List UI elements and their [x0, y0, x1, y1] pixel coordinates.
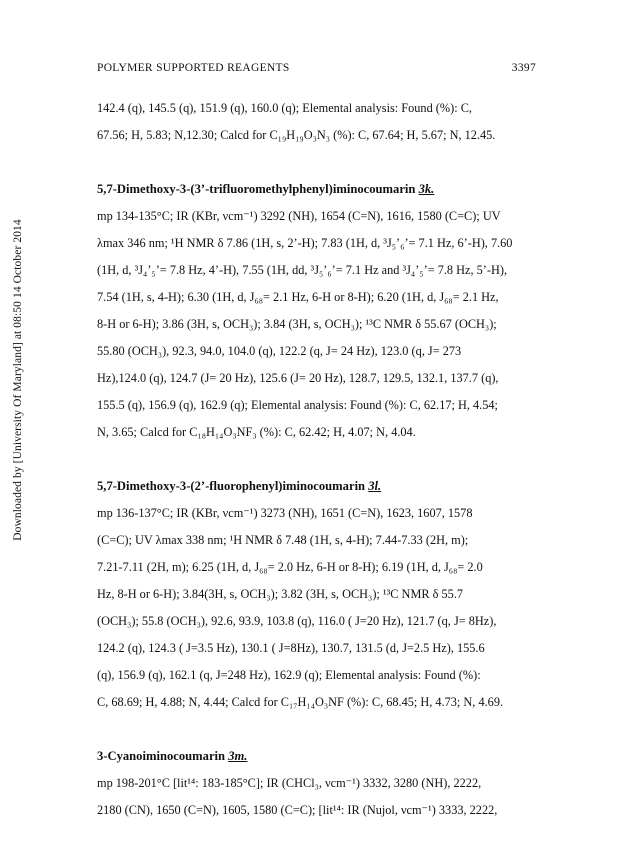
text-line: mp 136-137°C; IR (KBr, νcm⁻¹) 3273 (NH), 1651 (C=N), 1623, 1607, 1578 — [97, 506, 473, 520]
compound-name: 5,7-Dimethoxy-3-(2’-fluorophenyl)iminocoumarin — [97, 479, 369, 493]
compound-entry-3k — [97, 176, 539, 446]
compound-entry-3m — [97, 743, 539, 824]
compound-data — [97, 770, 539, 824]
text-line: mp 134-135°C; IR (KBr, νcm⁻¹) 3292 (NH), 1654 (C=N), 1616, 1580 (C=C); UV — [97, 209, 501, 223]
page-number: 3397 — [511, 62, 536, 74]
compound-code: 3m. — [228, 749, 248, 763]
text-line: Hz),124.0 (q), 124.7 (J= 20 Hz), 125.6 (J= 20 Hz), 128.7, 129.5, 132.1, 137.7 (q), — [97, 371, 499, 385]
journal-title: POLYMER SUPPORTED REAGENTS — [97, 62, 290, 74]
compound-title — [97, 176, 539, 203]
text-line: (1H, d, ³J₄’₅’= 7.8 Hz, 4’-H), 7.55 (1H, dd, ³J₅’₆’= 7.1 Hz and ³J₄’₅’= 7.8 Hz, 5’-H), — [97, 263, 508, 277]
text-line: λmax 346 nm; ¹H NMR δ 7.86 (1H, s, 2’-H); 7.83 (1H, d, ³J₅’₆’= 7.1 Hz, 6’-H), 7.60 — [97, 236, 513, 250]
text-line: (q), 156.9 (q), 162.1 (q, J=248 Hz), 162.9 (q); Elemental analysis: Found (%): — [97, 668, 481, 682]
text-line: 142.4 (q), 145.5 (q), 151.9 (q), 160.0 (q); Elemental analysis: Found (%): C, — [97, 101, 472, 115]
compound-name: 3-Cyanoiminocoumarin — [97, 749, 229, 763]
download-watermark — [10, 120, 26, 640]
text-line: 124.2 (q), 124.3 ( J=3.5 Hz), 130.1 ( J=8Hz), 130.7, 131.5 (d, J=2.5 Hz), 155.6 — [97, 641, 485, 655]
text-line: Hz, 8-H or 6-H); 3.84(3H, s, OCH₃); 3.82 (3H, s, OCH₃); ¹³C NMR δ 55.7 — [97, 587, 464, 601]
compound-title — [97, 473, 539, 500]
text-line: 55.80 (OCH₃), 92.3, 94.0, 104.0 (q), 122.2 (q, J= 24 Hz), 123.0 (q, J= 273 — [97, 344, 462, 358]
compound-data — [97, 500, 539, 716]
text-line: 7.21-7.11 (2H, m); 6.25 (1H, d, J₆₈= 2.0 Hz, 6-H or 8-H); 6.19 (1H, d, J₆₈= 2.0 — [97, 560, 483, 574]
compound-name: 5,7-Dimethoxy-3-(3’-trifluoromethylphenyl)iminocoumarin — [97, 182, 419, 196]
compound-code: 3l. — [368, 479, 382, 493]
article-body — [97, 95, 539, 824]
text-line: N, 3.65; Calcd for C₁₈H₁₄O₃NF₃ (%): C, 62.42; H, 4.07; N, 4.04. — [97, 425, 416, 439]
intro-paragraph — [97, 95, 539, 149]
text-line: 8-H or 6-H); 3.86 (3H, s, OCH₃); 3.84 (3H, s, OCH₃); ¹³C NMR δ 55.67 (OCH₃); — [97, 317, 497, 331]
text-line: (C=C); UV λmax 338 nm; ¹H NMR δ 7.48 (1H, s, 4-H); 7.44-7.33 (2H, m); — [97, 533, 469, 547]
download-note: Downloaded by [University Of Maryland] at 08:50 14 October 2014 — [12, 219, 24, 541]
compound-data — [97, 203, 539, 446]
text-line: 155.5 (q), 156.9 (q), 162.9 (q); Elemental analysis: Found (%): C, 62.17; H, 4.54; — [97, 398, 498, 412]
text-line: 7.54 (1H, s, 4-H); 6.30 (1H, d, J₆₈= 2.1 Hz, 6-H or 8-H); 6.20 (1H, d, J₆₈= 2.1 Hz, — [97, 290, 499, 304]
text-line: 2180 (CN), 1650 (C=N), 1605, 1580 (C=C); [lit¹⁴: IR (Nujol, νcm⁻¹) 3333, 2222, — [97, 803, 498, 817]
compound-entry-3l — [97, 473, 539, 716]
text-line: mp 198-201°C [lit¹⁴: 183-185°C]; IR (CHCl₃, νcm⁻¹) 3332, 3280 (NH), 2222, — [97, 776, 482, 790]
text-line: C, 68.69; H, 4.88; N, 4.44; Calcd for C₁₇H₁₄O₃NF (%): C, 68.45; H, 4.73; N, 4.69. — [97, 695, 504, 709]
running-header — [97, 62, 536, 74]
text-line: 67.56; H, 5.83; N,12.30; Calcd for C₁₉H₁₉O₃N₃ (%): C, 67.64; H, 5.67; N, 12.45. — [97, 128, 496, 142]
text-line: (OCH₃); 55.8 (OCH₃), 92.6, 93.9, 103.8 (q), 116.0 ( J=20 Hz), 121.7 (q, J= 8Hz), — [97, 614, 497, 628]
compound-title — [97, 743, 539, 770]
compound-code: 3k. — [418, 182, 435, 196]
